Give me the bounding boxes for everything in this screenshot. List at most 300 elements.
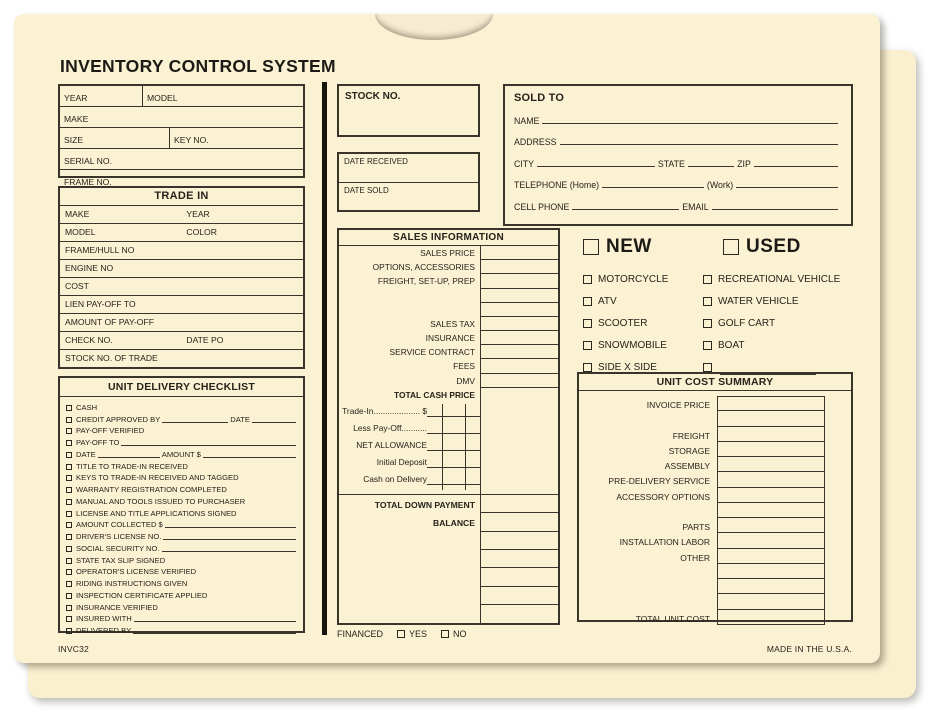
checklist-item — [65, 471, 298, 483]
table-row — [60, 149, 303, 170]
field-label: COST — [65, 281, 89, 291]
sales-information-box — [337, 228, 560, 625]
checkbox-icon[interactable] — [66, 452, 72, 458]
checkbox-icon[interactable] — [703, 275, 712, 284]
financed-label: FINANCED — [337, 629, 384, 639]
unit-cost-row — [579, 411, 851, 426]
fill-line[interactable] — [163, 539, 296, 540]
unit-cost-row — [579, 472, 851, 487]
checklist-item — [65, 565, 298, 577]
checkbox-icon[interactable] — [66, 440, 72, 446]
field-label: INSURANCE — [425, 333, 475, 344]
field-label: Less Pay-Off........... — [353, 422, 427, 433]
checklist-item — [65, 541, 298, 553]
checklist-label: DATE — [230, 414, 250, 424]
vehicle-type-label: SIDE X SIDE — [598, 361, 657, 373]
fill-line[interactable] — [427, 416, 480, 417]
amount-cell[interactable] — [480, 532, 558, 550]
sold-to-row — [514, 190, 841, 212]
amount-cell[interactable] — [480, 331, 558, 345]
field-label: Trade-In.................... $ — [342, 405, 427, 416]
sales-bottom-row — [339, 532, 558, 550]
table-cell[interactable] — [169, 128, 303, 148]
ledger-row — [339, 436, 558, 453]
fill-line[interactable] — [162, 422, 228, 423]
field-label — [339, 568, 480, 586]
table-cell[interactable] — [60, 107, 303, 127]
sales-row — [339, 374, 558, 388]
stock-no-box[interactable] — [337, 84, 480, 137]
field-label: FREIGHT — [672, 430, 710, 441]
checkbox-icon[interactable] — [66, 534, 72, 540]
field-label: Cash on Delivery — [363, 473, 427, 484]
vehicle-type-option[interactable] — [703, 269, 859, 291]
unit-cost-rows — [579, 391, 851, 625]
sales-row — [339, 274, 558, 288]
checklist-item — [65, 412, 298, 424]
checkbox-icon[interactable] — [66, 546, 72, 552]
checklist-item — [65, 612, 298, 624]
vehicle-type-grid — [583, 269, 859, 378]
field-label: CITY — [514, 158, 535, 169]
amount-cell[interactable] — [717, 610, 825, 625]
checkbox-icon[interactable] — [703, 363, 712, 372]
field-label: OPTIONS, ACCESSORIES — [372, 262, 475, 273]
checkbox-icon[interactable] — [66, 558, 72, 564]
table-row[interactable] — [60, 332, 303, 350]
field-label — [579, 564, 717, 579]
fill-line[interactable] — [98, 457, 160, 458]
amount-cell[interactable] — [717, 457, 825, 472]
field-label: MODEL — [65, 227, 96, 237]
field-label: PRE-DELIVERY SERVICE — [608, 476, 710, 487]
field-label: COLOR — [186, 227, 217, 237]
amount-cell[interactable] — [480, 587, 558, 605]
unit-cost-row — [579, 503, 851, 518]
fill-line[interactable] — [427, 450, 480, 451]
amount-cell[interactable] — [480, 495, 558, 513]
checklist-item — [65, 435, 298, 447]
checklist-item — [65, 494, 298, 506]
field-label: CHECK NO. — [65, 335, 113, 345]
date-boxes — [337, 152, 480, 212]
fill-line[interactable] — [252, 422, 296, 423]
vehicle-type-label: RECREATIONAL VEHICLE — [718, 274, 841, 286]
checklist-item — [65, 482, 298, 494]
table-row[interactable] — [60, 242, 303, 260]
vehicle-type-label: SNOWMOBILE — [598, 339, 667, 351]
field-label: TOTAL DOWN PAYMENT — [374, 499, 475, 510]
amount-cell[interactable] — [717, 579, 825, 594]
vehicle-type-label: SCOOTER — [598, 317, 648, 329]
field-label: FRAME NO. — [64, 177, 112, 187]
checklist-label: TITLE TO TRADE-IN RECEIVED — [76, 461, 188, 471]
table-cell[interactable] — [142, 86, 303, 106]
vehicle-type-option[interactable] — [703, 291, 859, 313]
amount-cell[interactable] — [717, 549, 825, 564]
field-label: NET ALLOWANCE — [356, 439, 427, 450]
amount-cell[interactable] — [717, 427, 825, 442]
amount-cell[interactable] — [480, 550, 558, 568]
field-label: ZIP — [737, 158, 751, 169]
new-checkbox[interactable] — [583, 239, 599, 255]
unit-info-table — [58, 84, 305, 187]
checklist-item — [65, 400, 298, 412]
sales-bottom-row — [339, 495, 558, 513]
field-label: BALANCE — [432, 518, 475, 529]
vehicle-type-option[interactable] — [703, 334, 859, 356]
field-label: AMOUNT OF PAY-OFF — [65, 317, 154, 327]
field-label — [339, 289, 480, 303]
field-label: YEAR — [64, 93, 88, 103]
table-cell[interactable] — [60, 86, 142, 106]
checkbox-icon[interactable] — [66, 487, 72, 493]
table-cell[interactable] — [60, 149, 303, 169]
fill-line[interactable] — [542, 123, 838, 124]
amount-cell[interactable] — [480, 303, 558, 317]
field-label: INSTALLATION LABOR — [619, 537, 710, 548]
amount-cell[interactable] — [717, 564, 825, 579]
unit-cost-row — [579, 427, 851, 442]
checklist-label: AMOUNT COLLECTED $ — [76, 520, 163, 530]
fill-line[interactable] — [133, 633, 296, 634]
checklist-label: STATE TAX SLIP SIGNED — [76, 555, 166, 565]
checklist-header: UNIT DELIVERY CHECKLIST — [60, 378, 303, 397]
fill-line[interactable] — [203, 457, 296, 458]
table-row — [60, 107, 303, 128]
checklist-item — [65, 588, 298, 600]
fill-line[interactable] — [121, 445, 296, 446]
sales-row — [339, 246, 558, 260]
financed-no-label: NO — [453, 629, 467, 639]
checklist-label: INSURANCE VERIFIED — [76, 602, 158, 612]
new-option[interactable] — [583, 236, 723, 258]
table-row — [60, 86, 303, 107]
amount-cell[interactable] — [480, 568, 558, 586]
date-received-cell[interactable] — [339, 154, 478, 183]
made-in-label: MADE IN THE U.S.A. — [766, 644, 852, 654]
column-divider-bar — [322, 82, 327, 635]
checkbox-icon[interactable] — [66, 522, 72, 528]
fill-line[interactable] — [712, 209, 838, 210]
checkbox-icon[interactable] — [66, 605, 72, 611]
checkbox-icon[interactable] — [66, 593, 72, 599]
field-label: KEY NO. — [174, 135, 209, 145]
checklist-item — [65, 600, 298, 612]
sold-to-box — [503, 84, 853, 226]
field-label: FREIGHT, SET-UP, PREP — [377, 276, 475, 287]
field-label: ASSEMBLY — [664, 461, 710, 471]
field-label: LIEN PAY-OFF TO — [65, 299, 136, 309]
fill-line[interactable] — [736, 187, 838, 188]
fill-line[interactable] — [537, 166, 655, 167]
field-label: SERIAL NO. — [64, 156, 112, 166]
vehicle-type-option[interactable] — [583, 291, 703, 313]
amount-cell[interactable] — [480, 374, 558, 388]
field-label — [339, 303, 480, 317]
checkbox-icon[interactable] — [66, 499, 72, 505]
checkbox-icon[interactable] — [703, 341, 712, 350]
sales-row — [339, 359, 558, 373]
trade-in-rows — [60, 206, 303, 367]
new-label: NEW — [606, 236, 652, 257]
sales-bottom-row — [339, 513, 558, 531]
checkbox-icon[interactable] — [583, 319, 592, 328]
checklist-item — [65, 518, 298, 530]
table-row[interactable] — [60, 206, 303, 224]
fill-line[interactable] — [572, 209, 679, 210]
checkbox-icon[interactable] — [66, 628, 72, 634]
checklist-label: PAY-OFF TO — [76, 438, 120, 447]
table-row[interactable] — [60, 260, 303, 278]
amount-cell[interactable] — [717, 442, 825, 457]
amount-cell[interactable] — [480, 345, 558, 359]
financed-yes-label: YES — [409, 629, 428, 639]
checklist-label: OPERATOR'S LICENSE VERIFIED — [76, 567, 197, 577]
checklist-label: WARRANTY REGISTRATION COMPLETED — [76, 485, 227, 494]
date-sold-cell[interactable] — [339, 183, 478, 211]
vehicle-type-option[interactable] — [583, 269, 703, 291]
fill-line[interactable] — [427, 467, 480, 468]
ledger-row — [339, 470, 558, 487]
checkbox-icon[interactable] — [583, 297, 592, 306]
sales-rows — [339, 246, 558, 402]
sales-total-row — [339, 388, 558, 402]
checklist-label: AMOUNT $ — [161, 449, 201, 459]
sales-row — [339, 345, 558, 359]
amount-cell[interactable] — [480, 289, 558, 303]
checklist-label: DRIVER'S LICENSE NO. — [76, 532, 162, 541]
vehicle-type-label: BOAT — [718, 339, 745, 351]
condition-section — [583, 236, 859, 378]
checklist-label: CASH — [76, 402, 98, 412]
field-label: OTHER — [680, 552, 710, 563]
field-label: MODEL — [147, 93, 178, 103]
field-label: ENGINE NO — [65, 263, 114, 273]
unit-cost-row — [579, 564, 851, 579]
amount-cell[interactable] — [717, 503, 825, 518]
checklist-label: CREDIT APPROVED BY — [76, 414, 161, 424]
field-label: DATE PO — [186, 335, 224, 345]
sales-bottom-row — [339, 550, 558, 568]
checkbox-icon[interactable] — [66, 581, 72, 587]
unit-cost-summary-box — [577, 372, 853, 622]
field-label: MAKE — [64, 114, 89, 124]
fill-line[interactable] — [754, 166, 838, 167]
table-row[interactable] — [60, 314, 303, 332]
unit-cost-header: UNIT COST SUMMARY — [579, 374, 851, 391]
checkbox-icon[interactable] — [583, 363, 592, 372]
ledger-row — [339, 402, 558, 419]
fill-line[interactable] — [688, 166, 734, 167]
fill-line[interactable] — [427, 433, 480, 434]
fill-line[interactable] — [602, 187, 704, 188]
vehicle-type-option[interactable] — [703, 313, 859, 335]
field-label: ADDRESS — [514, 137, 557, 148]
amount-cell[interactable] — [717, 472, 825, 487]
table-row[interactable] — [60, 224, 303, 242]
field-label: Initial Deposit — [376, 456, 427, 467]
fill-line[interactable] — [134, 621, 296, 622]
checklist-label: DELIVERED BY — [76, 626, 132, 635]
amount-cell[interactable] — [717, 411, 825, 426]
checkbox-icon[interactable] — [66, 417, 72, 423]
fill-line[interactable] — [165, 527, 296, 528]
amount-cell[interactable] — [480, 359, 558, 373]
checklist-label: RIDING INSTRUCTIONS GIVEN — [76, 579, 188, 588]
vehicle-type-option[interactable] — [583, 334, 703, 356]
sales-row — [339, 331, 558, 345]
ledger-row — [339, 453, 558, 470]
unit-cost-row — [579, 533, 851, 548]
form-title: INVENTORY CONTROL SYSTEM — [60, 56, 336, 76]
front-envelope — [14, 14, 880, 663]
unit-cost-row — [579, 488, 851, 503]
field-label: PARTS — [682, 522, 710, 532]
checkbox-icon[interactable] — [66, 569, 72, 575]
used-checkbox[interactable] — [723, 239, 739, 255]
checklist-item — [65, 529, 298, 541]
field-label: TOTAL CASH PRICE — [394, 389, 475, 400]
unit-cost-row — [579, 610, 851, 625]
unit-cost-row — [579, 396, 851, 411]
checklist-item — [65, 506, 298, 518]
table-row — [60, 128, 303, 149]
checkbox-icon[interactable] — [583, 275, 592, 284]
checklist-item — [65, 447, 298, 459]
sales-row — [339, 289, 558, 303]
date-sold-label: DATE SOLD — [344, 185, 389, 195]
unit-cost-row — [579, 457, 851, 472]
financed-row — [337, 629, 467, 639]
unit-cost-row — [579, 594, 851, 609]
field-label: SALES PRICE — [420, 248, 475, 258]
sales-ledger — [339, 402, 558, 495]
table-cell[interactable] — [60, 128, 169, 148]
checklist-items — [60, 397, 303, 635]
checkbox-icon[interactable] — [66, 475, 72, 481]
unit-cost-row — [579, 442, 851, 457]
sales-row — [339, 317, 558, 331]
sold-to-rows — [505, 104, 851, 218]
ledger-row — [339, 419, 558, 436]
checkbox-icon[interactable] — [703, 319, 712, 328]
field-label: MAKE — [65, 209, 90, 219]
checkbox-icon[interactable] — [66, 428, 72, 434]
checklist-label: MANUAL AND TOOLS ISSUED TO PURCHASER — [76, 496, 246, 506]
fill-line[interactable] — [560, 144, 838, 145]
checkbox-icon[interactable] — [66, 464, 72, 470]
checklist-item — [65, 576, 298, 588]
trade-in-table — [58, 186, 305, 369]
checklist-item — [65, 459, 298, 471]
form-code: INVC32 — [58, 644, 89, 654]
field-label: SERVICE CONTRACT — [389, 347, 475, 358]
field-label: FEES — [453, 361, 475, 372]
sales-row — [339, 303, 558, 317]
checklist-label: PAY-OFF VERIFIED — [76, 426, 145, 436]
sold-to-row — [514, 169, 841, 191]
vehicle-type-label: ATV — [598, 296, 617, 308]
field-label — [339, 587, 480, 605]
checklist-label: LICENSE AND TITLE APPLICATIONS SIGNED — [76, 508, 237, 518]
checklist-box — [58, 376, 305, 633]
amount-cell[interactable] — [717, 594, 825, 609]
date-received-label: DATE RECEIVED — [344, 157, 408, 166]
table-row[interactable] — [60, 350, 303, 367]
stock-no-label: STOCK NO. — [345, 91, 401, 102]
unit-cost-row — [579, 579, 851, 594]
field-label: INVOICE PRICE — [646, 400, 710, 410]
field-label — [339, 550, 480, 568]
amount-cell[interactable] — [480, 317, 558, 331]
field-label: SALES TAX — [430, 318, 475, 329]
field-label: STATE — [657, 158, 685, 169]
financed-yes-checkbox[interactable] — [397, 630, 405, 638]
field-label — [579, 503, 717, 518]
field-label: YEAR — [186, 209, 210, 219]
checklist-label: DATE — [76, 449, 96, 459]
used-option[interactable] — [723, 236, 859, 258]
table-row[interactable] — [60, 296, 303, 314]
table-row[interactable] — [60, 278, 303, 296]
checklist-label: SOCIAL SECURITY NO. — [76, 543, 160, 553]
amount-cell[interactable] — [717, 518, 825, 533]
field-label — [579, 579, 717, 594]
fill-line[interactable] — [427, 484, 480, 485]
checkbox-icon[interactable] — [66, 616, 72, 622]
checklist-label: KEYS TO TRADE-IN RECEIVED AND TAGGED — [76, 473, 239, 483]
amount-cell[interactable] — [717, 533, 825, 548]
checkbox-icon[interactable] — [703, 297, 712, 306]
amount-cell[interactable] — [480, 513, 558, 531]
amount-cell[interactable] — [480, 388, 558, 402]
unit-cost-row — [579, 549, 851, 564]
field-label: TOTAL UNIT COST — [635, 613, 710, 624]
amount-cell[interactable] — [717, 396, 825, 411]
sold-to-row — [514, 126, 841, 148]
field-label — [339, 532, 480, 550]
field-label — [579, 594, 717, 609]
amount-cell[interactable] — [480, 274, 558, 288]
sold-to-header: SOLD TO — [514, 92, 565, 104]
field-label: CELL PHONE — [514, 201, 570, 212]
checklist-label: INSPECTION CERTIFICATE APPLIED — [76, 590, 208, 600]
sold-to-row — [514, 147, 841, 169]
field-label — [579, 411, 717, 426]
field-label: DMV — [456, 375, 475, 386]
field-label: EMAIL — [682, 201, 709, 212]
field-label: FRAME/HULL NO — [65, 245, 135, 255]
checklist-item — [65, 424, 298, 436]
checkbox-icon[interactable] — [66, 405, 72, 411]
sales-bottom-rows — [339, 495, 558, 605]
fill-line[interactable] — [162, 551, 296, 552]
amount-cell[interactable] — [717, 488, 825, 503]
trade-in-header: TRADE IN — [60, 188, 303, 206]
checkbox-icon[interactable] — [583, 341, 592, 350]
vehicle-type-option[interactable] — [583, 313, 703, 335]
financed-no-checkbox[interactable] — [441, 630, 449, 638]
amount-cell[interactable] — [480, 246, 558, 260]
checkbox-icon[interactable] — [66, 511, 72, 517]
sales-bottom-row — [339, 568, 558, 586]
amount-cell[interactable] — [480, 260, 558, 274]
field-label: STOCK NO. OF TRADE — [65, 353, 158, 363]
checklist-label: INSURED WITH — [76, 614, 132, 624]
field-label: SIZE — [64, 135, 84, 145]
field-label: STORAGE — [668, 445, 710, 456]
